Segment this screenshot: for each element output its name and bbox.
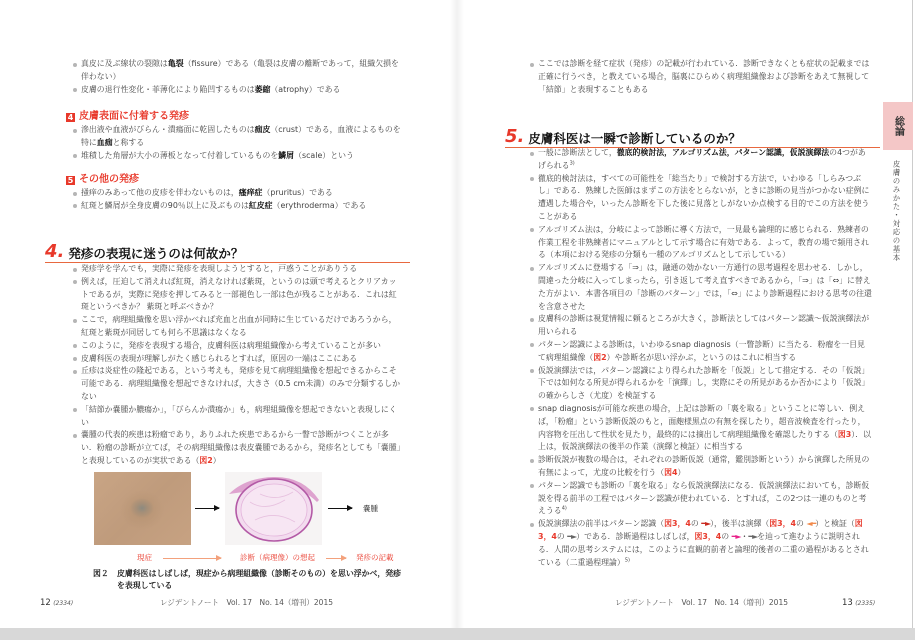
text: 仮説演繹法では，パターン認識により得られた診断を「仮説」として措定する．その「仮説」下では如何なる所見が得られるかを「演繹」し，実際にその所見があるか否かにより「仮説」の確からしさ（尤度）を検証する [538,365,870,401]
bullet-icon [530,459,534,463]
list-item [530,403,872,454]
text: 例えば，圧迫して消えれば紅斑，消えなければ紫斑，というのは頭で考えるとクリアカットであるが，実際に発疹を押してみると一部褪色し一部は色が残ることがある．これは紅斑というべきか？ 紫斑と呼ぶべきか？ [81,276,397,312]
bullet-icon [530,407,534,411]
list-item [73,58,403,84]
list-item [530,365,872,403]
bullet-icon [73,319,77,323]
list-item [73,124,403,150]
bullet-icon [530,343,534,347]
text: の [721,531,732,541]
figure-reference-link[interactable]: 図2 [199,455,213,465]
list-item [73,263,403,276]
text: ここでは診断を経て症状（発疹）の記載が行われている．診断できなくとも症状の記載までは正確に行うべき，と教えている場合，脳裏にひらめく病理組織像および診断をあえて無視して「結節」と表現することもある [538,59,870,94]
list-item [530,339,872,365]
text: ） [212,455,221,465]
text: 発疹学を学んでも，実際に発疹を表現しようとすると，戸惑うことがありうる [81,264,358,273]
text: の [796,519,807,529]
figure-reference-link[interactable]: 図3，4 [694,531,722,541]
list-item [530,454,872,480]
bullet-icon [530,318,534,322]
arrow-icon: ━► [567,531,577,541]
right-page-number [842,598,875,609]
right-top-bullets [530,58,872,96]
bold-term: 亀裂 [167,59,184,68]
text: （pruritus）である [262,188,333,197]
bullet-icon [73,129,77,133]
text: 丘疹は炎症性の隆起である，という考えも，発疹を見て病理組織像を想起できるからこそ可能である．病理組織像を想起できなければ，大きさ（0.5 cm未満）のみで分類するしかない [81,366,401,401]
left-page-number [40,598,73,609]
page-number-alt: (2334) [53,600,74,607]
list-item [530,313,872,339]
bullet-icon [73,154,77,158]
text: の [690,519,702,529]
list-item [73,404,403,430]
figure-reference-link[interactable]: 図3 [837,429,852,439]
list-item [73,200,403,213]
subsection-number: 5 [67,175,74,185]
text: snap diagnosisが可能な疾患の場合，上記は診断の「裏を取る」ということに等しい．例えば，「粉瘤」という診断仮説のもと，面皰様黒点の有無を探したり，超音波検査を行ったり，内容物を圧出して性状を見たり，最終的には摘出して病理組織像を確認したりする（ [538,403,866,439]
text: 滲出液や血液がびらん・潰瘍面に乾固したものは [81,125,255,134]
text: 診断仮説が複数の場合は，それぞれの診断仮説（通常，鑑別診断という）から演繹した所見の有無によって，尤度の比較を行う（ [538,455,870,477]
subsection-title: 皮膚表面に付着する発疹 [79,111,189,122]
list-item [530,173,872,224]
text: と称する [112,137,145,147]
arrow-right-icon [195,508,219,509]
text: 皮膚科医の表現が理解しがたく感じられるとすれば，原因の一端はここにある [81,353,358,363]
text: ）．以上は，仮説演繹法の後半の作業（演繹と検証）に相当する [538,429,871,452]
left-top-bullets [73,58,403,96]
text: パターン認識による診断は，いわゆるsnap diagnosis（一瞥診断）に当たる．粉瘤を一目見て病理組織像（ [538,339,865,362]
text: ）と検証（ [815,519,855,529]
text: 「結節か嚢腫か膿瘍か」，「びらんか潰瘍か」も，病理組織像を想起できないと表現しにくい [81,404,397,427]
text: 一般に診断法として， [538,148,617,157]
figure-reference-link[interactable]: 図2 [593,352,607,362]
text: 徹底的検討法は，すべての可能性を「総当たり」で検討する方法で，いわゆる「しらみつぶし」である．熟練した医師はまずこの方法をとらないが，ときに診断の見当がつかない症例に遭遇した場合や，いったん診断を下した後に見落としがないか点検する目的でこの方法を使うことがある [538,173,870,221]
citation: 5) [624,556,630,563]
bullet-icon [530,152,534,156]
text: パターン認識でも診断の「裏を取る」なら仮説演繹法になる．仮説演繹法においても，診断仮説を得る前半の工程ではパターン認識が使われている．とすれば，この2つは一連のものと考えうる [538,480,870,516]
list-item [73,365,403,403]
list-item [530,518,872,569]
bold-term: 萎縮 [254,84,271,94]
list-item [73,276,403,314]
bullet-icon [530,369,534,373]
text: アルゴリズム法は，分岐によって診断に導く方法で，一見最も論理的に感じられる．熟練者の作業工程を非熟練者にマニュアルとして示す場合に有効である．よって，教育の場で頻用される（本項における発疹の分類も一種のアルゴリズムとして示している） [538,224,869,260]
subsection-5-bullets [73,187,403,213]
subsection-5-heading [66,174,139,186]
section-5-heading [505,128,880,148]
figure-result-label: 嚢腫 [363,504,378,513]
text: 堆積した角層が大小の薄板となって付着しているものを [81,150,279,160]
left-running-footer: レジデントノート Vol. 17 No. 14（増刊）2015 [160,598,333,607]
text: （atrophy）である [270,84,341,94]
spine-shadow [450,0,464,628]
text: このように，発疹を表現する場合，皮膚科医は病理組織像から考えていることが多い [81,340,381,350]
bullet-icon [73,204,77,208]
list-item [73,187,403,200]
section-number: 4. [45,241,65,262]
bold-term: 瘙痒症 [238,188,263,197]
arrow-icon: ━► [701,519,711,529]
text: の4つがあげられる [538,148,866,170]
page-number: 13 [842,598,853,608]
figure-reference-link[interactable]: 図3，4 [664,519,691,529]
figure-step-1: 現症 [137,553,152,562]
section-4-heading [45,243,410,263]
text: アルゴリズムに登場する「⇒」は，融通の効かない一方通行の思考過程を思わせる．しかし，間違った分岐に入ってしまったら，引き返して考え直すべきであるから，「⇒」は「⇔」に替えた方がよい．本書各項目の「診断のパターン」では，「⇔」により診断過程における思考の往還を含意させた [538,263,872,311]
clinical-photo [94,472,191,545]
figure-reference-link[interactable]: 図3，4 [538,519,863,541]
figure-caption-text: 皮膚科医はしばしば，現症から病理組織像（診断そのもの）を思い浮かべ，発疹を表現している [117,569,402,590]
list-item [73,429,403,467]
page-edge [912,0,913,628]
text: ここで，病理組織像を思い浮かべれば充血と出血が同時に生じているだけであろうから，紅斑と紫斑が同居しても何ら不思議はなくなる [81,315,397,337]
subsection-title: その他の発疹 [79,174,139,185]
text: 紅斑と鱗屑が全身皮膚の90％以上に及ぶものは [81,200,249,210]
bullet-icon [73,370,77,374]
text: 仮説演繹法の前半はパターン認識（ [538,519,665,529]
figure-number: 図２ [93,569,109,578]
text: （scale）という [294,150,354,160]
text: ・ [740,531,749,541]
list-item [73,340,403,353]
citation: 4) [561,505,567,512]
citation: 3) [569,160,575,167]
bullet-icon [73,280,77,284]
bullet-icon [530,484,534,488]
bold-term: 痂皮 [254,125,271,134]
figure-caption [93,568,403,592]
list-item [530,480,872,518]
bullet-icon [73,88,77,92]
bullet-icon [530,523,534,527]
section-title: 皮膚科医は一瞬で診断しているのか？ [528,131,741,146]
bullet-icon [530,228,534,232]
arrow-right-icon [326,558,346,559]
list-item [530,147,872,173]
histology-image [225,472,322,545]
text: 嚢腫の代表的疾患は粉瘤であり，ありふれた疾患であるから一瞥で診断がつくことが多い．粉瘤の診断が立てば，その病理組織像は表皮嚢腫であるから，発疹名としても「嚢腫」と表現しているのが実状である（ [81,430,401,465]
bullet-icon [530,177,534,181]
bullet-icon [73,63,77,67]
list-item [73,314,403,340]
arrow-icon: ◄━ [806,519,816,529]
subsection-4-bullets [73,124,403,162]
text: ）や診断名が思い浮かぶ，というのはこれに相当する [606,352,797,362]
text: 皮膚の退行性変化・菲薄化により陥凹するものは [81,84,255,94]
bold-term: 紅皮症 [248,200,273,210]
figure-reference-link[interactable]: 図3，4 [769,519,797,529]
right-running-footer: レジデントノート Vol. 17 No. 14（増刊）2015 [615,598,788,607]
bullet-icon [73,408,77,412]
bullet-icon [73,268,77,272]
bullet-icon [73,434,77,438]
list-item [73,353,403,366]
subsection-4-heading [66,111,189,123]
section-5-bullets [530,147,872,569]
bullet-icon [530,63,534,67]
bottom-band [0,628,915,640]
text: 皮膚科の診断は視覚情報に頼るところが大きく，診断法としてはパターン認識～仮説演繹法が用いられる [538,314,870,337]
chapter-tab-label: 総論 [892,116,904,136]
text: （fissure）である（亀裂は皮膚の離断であって，組織欠損を伴わない） [81,59,399,81]
text: （crust）である，血液によるものを特に [81,125,401,147]
list-item [530,224,872,262]
text: 掻痒のみあって他の皮疹を伴わないものは， [81,188,239,197]
arrow-icon: ━► [731,531,741,541]
text: を辿って進むように説明される．人間の思考システムには，このように直観的前者と論理的後者の二重の過程があるとされている（二重過程理論） [538,531,869,567]
bold-term: 血痂 [96,137,113,147]
text: ） [677,467,686,477]
subsection-number: 4 [67,112,74,122]
text: ）である．診断過程はしばしば， [576,531,695,541]
bullet-icon [73,357,77,361]
figure-step-2: 診断（病理像）の想起 [240,553,315,562]
page-number: 12 [40,598,51,608]
bold-term: 鱗屑 [278,150,295,160]
bullet-icon [73,192,77,196]
arrow-icon: ━► [748,531,758,541]
chapter-tab [883,102,913,150]
list-item [73,84,403,97]
bullet-icon [73,344,77,348]
text: の [556,531,568,541]
text: ），後半は演繹（ [710,519,770,529]
section-number: 5. [505,126,525,147]
list-item [73,150,403,163]
figure-reference-link[interactable]: 図4 [664,467,678,477]
list-item [530,58,872,96]
text: 真皮に及ぶ線状の裂隙は [81,59,168,68]
section-title: 発疹の表現に迷うのは何故か？ [68,246,244,261]
chapter-title-vertical: 皮膚のみかた・対応の基本 [892,160,901,262]
section-4-bullets [73,263,403,468]
figure-step-3: 発疹の記載 [356,553,394,562]
list-item [530,262,872,313]
bullet-icon [530,267,534,271]
arrow-right-icon [328,508,352,509]
page-number-alt: (2335) [855,600,876,607]
arrow-right-icon [163,558,221,559]
bold-term: 徹底的検討法，アルゴリズム法，パターン認識，仮説演繹法 [616,148,830,157]
text: （erythroderma）である [272,200,367,210]
